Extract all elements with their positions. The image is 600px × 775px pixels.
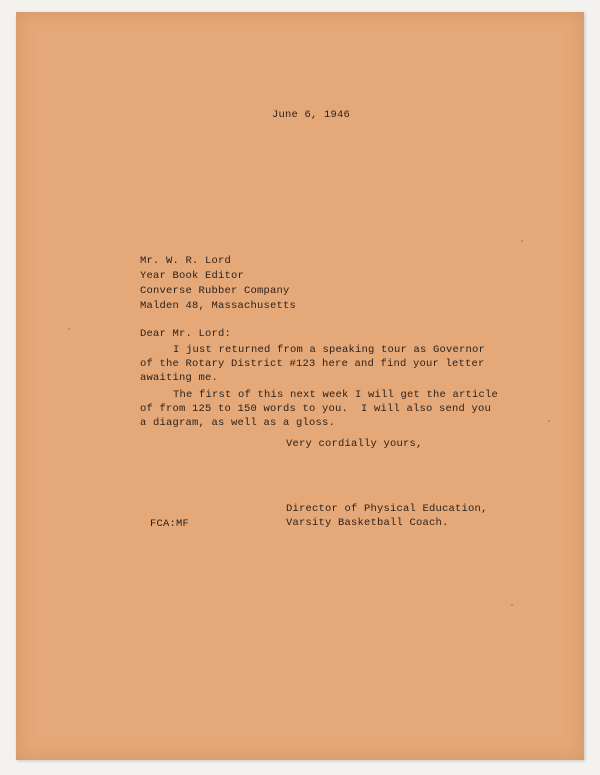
recipient-title: Year Book Editor — [140, 270, 245, 282]
paper-speck — [548, 420, 550, 422]
paragraph-line: of from 125 to 150 words to you. I will also send you — [140, 403, 492, 415]
paper-speck — [511, 604, 513, 606]
paragraph-line: awaiting me. — [140, 372, 219, 384]
paragraph-line: The first of this next week I will get the article — [173, 389, 499, 401]
recipient-city: Malden 48, Massachusetts — [140, 300, 297, 312]
letter-page — [16, 12, 584, 760]
letter-date: June 6, 1946 — [272, 109, 351, 121]
paper-speck — [68, 328, 70, 330]
signature-title-line: Director of Physical Education, — [286, 503, 488, 515]
reference-initials: FCA:MF — [150, 518, 190, 530]
complimentary-closing: Very cordially yours, — [286, 438, 423, 450]
paper-speck — [521, 240, 523, 242]
paragraph-line: I just returned from a speaking tour as Governor — [173, 344, 486, 356]
signature-title-line: Varsity Basketball Coach. — [286, 517, 449, 529]
recipient-company: Converse Rubber Company — [140, 285, 290, 297]
paragraph-line: a diagram, as well as a gloss. — [140, 417, 336, 429]
salutation: Dear Mr. Lord: — [140, 328, 232, 340]
paragraph-line: of the Rotary District #123 here and find your letter — [140, 358, 485, 370]
recipient-name: Mr. W. R. Lord — [140, 255, 232, 267]
